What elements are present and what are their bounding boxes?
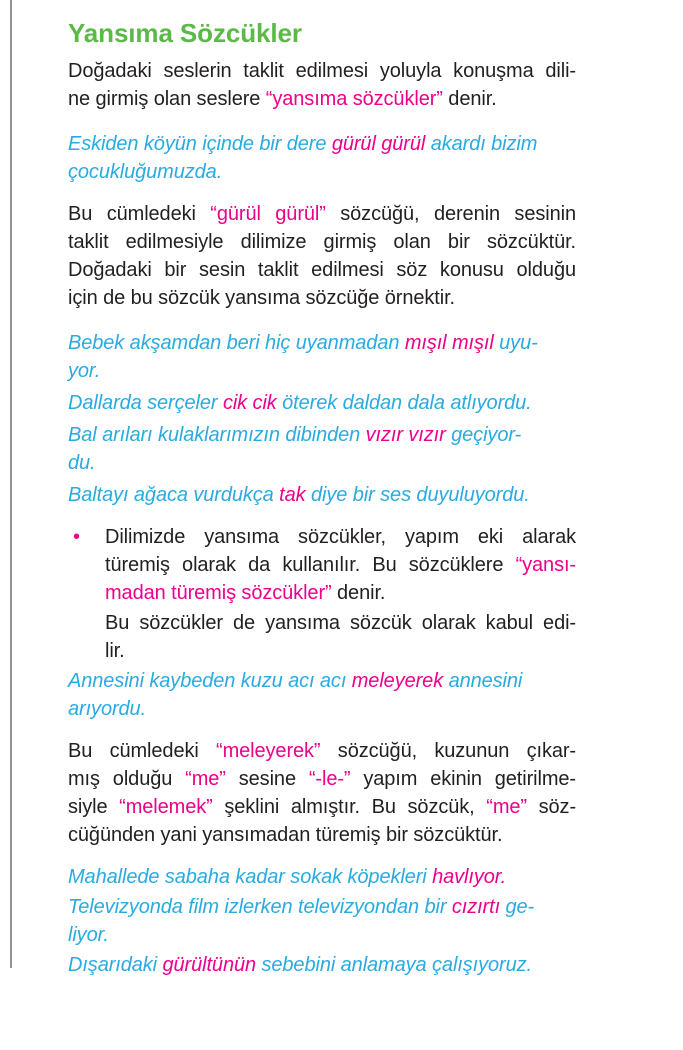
text-segment: için de bu sözcük yansıma sözcüğe örnektir.: [68, 287, 456, 309]
intro-paragraph: [68, 57, 576, 113]
example-sentence-kopek: [68, 863, 576, 891]
text-segment: Eskiden köyün içinde bir dere: [68, 133, 332, 155]
text-segment: Doğadaki bir sesin taklit edilmesi söz konusu olduğu: [68, 259, 576, 281]
text-segment: vızır vızır: [365, 424, 446, 446]
text-line: [105, 637, 576, 665]
text-segment: Televizyonda film izlerken televizyondan bir: [68, 896, 452, 918]
bullet-icon: •: [73, 526, 80, 548]
text-line: [68, 737, 576, 765]
text-line: [68, 329, 576, 357]
text-segment: “me”: [486, 796, 527, 818]
text-segment: siyle: [68, 796, 120, 818]
text-line: [68, 85, 576, 113]
text-segment: denir.: [442, 88, 497, 110]
text-segment: madan türemiş sözcükler”: [105, 582, 332, 604]
text-segment: “yansı-: [515, 554, 576, 576]
text-line: [68, 449, 576, 477]
example-sentence-bebek: [68, 329, 576, 385]
lesson-content: [68, 18, 576, 979]
text-segment: sebebini anlamaya çalışıyoruz.: [256, 954, 532, 976]
text-segment: Doğadaki seslerin taklit edilmesi yoluyla konuşma dili-: [68, 60, 576, 82]
text-line: [68, 695, 576, 723]
text-segment: Bebek akşamdan beri hiç uyanmadan: [68, 332, 405, 354]
text-line: [68, 481, 576, 509]
page-title: Yansıma Sözcükler: [68, 18, 302, 48]
bullet-note: [68, 523, 576, 607]
text-segment: uyu-: [493, 332, 538, 354]
text-line: [68, 130, 576, 158]
text-line: [68, 284, 576, 312]
text-segment: gürül gürül: [331, 133, 426, 155]
note-continuation-paragraph: [105, 609, 576, 665]
text-segment: türemiş olarak da kullanılır. Bu sözcüklere: [105, 554, 516, 576]
text-segment: akardı bizim: [425, 133, 538, 155]
example-sentence-balta: [68, 481, 576, 509]
text-segment: söz-: [526, 796, 577, 818]
text-line: [68, 421, 576, 449]
text-segment: mışıl mışıl: [404, 332, 494, 354]
text-line: [68, 921, 576, 949]
bullet-note-text: [105, 523, 576, 607]
text-segment: mış olduğu: [68, 768, 186, 790]
text-segment: şeklini almıştır. Bu sözcük,: [212, 796, 487, 818]
text-segment: taklit edilmesiyle dilimize girmiş olan bir sözcüktür.: [68, 231, 576, 253]
text-segment: sözcüğü, kuzunun çıkar-: [320, 740, 576, 762]
text-line: [68, 793, 576, 821]
text-line: [105, 551, 576, 579]
text-segment: denir.: [331, 582, 386, 604]
text-segment: sözcüğü, derenin sesinin: [325, 203, 576, 225]
text-segment: “gürül gürül”: [210, 203, 326, 225]
text-line: [68, 951, 576, 979]
text-segment: gürültünün: [162, 954, 257, 976]
text-line: [105, 579, 576, 607]
text-segment: “meleyerek”: [216, 740, 321, 762]
example-sentence-tv: [68, 893, 576, 949]
text-line: [68, 893, 576, 921]
text-line: [68, 357, 576, 385]
text-segment: liyor.: [68, 924, 109, 946]
text-segment: “-le-”: [308, 768, 351, 790]
text-segment: Annesini kaybeden kuzu acı acı: [68, 670, 352, 692]
text-line: [68, 158, 576, 186]
text-segment: Bu cümledeki: [68, 740, 217, 762]
text-segment: yor.: [68, 360, 101, 382]
text-line: [68, 200, 576, 228]
text-segment: çocukluğumuzda.: [68, 161, 223, 183]
text-line: [68, 228, 576, 256]
example-sentence-ari: [68, 421, 576, 477]
text-segment: cüğünden yani yansımadan türemiş bir sözcüktür.: [68, 824, 503, 846]
text-line: [68, 821, 576, 849]
text-segment: Dışarıdaki: [68, 954, 163, 976]
text-segment: Bal arıları kulaklarımızın dibinden: [68, 424, 366, 446]
text-segment: tak: [279, 484, 306, 506]
text-segment: diye bir ses duyuluyordu.: [305, 484, 530, 506]
text-segment: sesine: [225, 768, 309, 790]
text-segment: meleyerek: [351, 670, 444, 692]
text-line: [68, 863, 576, 891]
text-segment: “melemek”: [119, 796, 213, 818]
text-segment: arıyordu.: [68, 698, 147, 720]
text-segment: “me”: [185, 768, 226, 790]
text-line: [68, 765, 576, 793]
text-segment: Baltayı ağaca vurdukça: [68, 484, 280, 506]
text-segment: “yansıma sözcükler”: [265, 88, 443, 110]
text-segment: Mahallede sabaha kadar sokak köpekleri: [68, 866, 433, 888]
explanation-meleyerek-paragraph: [68, 737, 576, 849]
text-segment: havlıyor.: [432, 866, 507, 888]
text-line: [68, 389, 576, 417]
text-segment: yapım ekinin getirilme-: [350, 768, 576, 790]
page-left-rule: [10, 0, 12, 968]
text-segment: lir.: [105, 640, 125, 662]
text-segment: cik cik: [222, 392, 277, 414]
example-sentence-dere: [68, 130, 576, 186]
text-segment: Bu sözcükler de yansıma sözcük olarak kabul edi-: [105, 612, 576, 634]
explanation-gurul-paragraph: [68, 200, 576, 312]
text-segment: Dilimizde yansıma sözcükler, yapım eki alarak: [105, 526, 576, 548]
text-segment: Dallarda serçeler: [68, 392, 223, 414]
text-line: [68, 256, 576, 284]
text-segment: geçiyor-: [445, 424, 522, 446]
text-segment: ne girmiş olan seslere: [68, 88, 266, 110]
text-line: [105, 609, 576, 637]
example-sentence-serce: [68, 389, 576, 417]
text-segment: Bu cümledeki: [68, 203, 211, 225]
text-segment: öterek daldan dala atlıyordu.: [276, 392, 532, 414]
text-segment: ge-: [500, 896, 535, 918]
text-segment: cızırtı: [451, 896, 501, 918]
text-line: [68, 667, 576, 695]
example-sentence-kuzu: [68, 667, 576, 723]
text-segment: annesini: [443, 670, 523, 692]
text-segment: du.: [68, 452, 96, 474]
example-sentence-gurultu: [68, 951, 576, 979]
text-line: [105, 523, 576, 551]
text-line: [68, 57, 576, 85]
